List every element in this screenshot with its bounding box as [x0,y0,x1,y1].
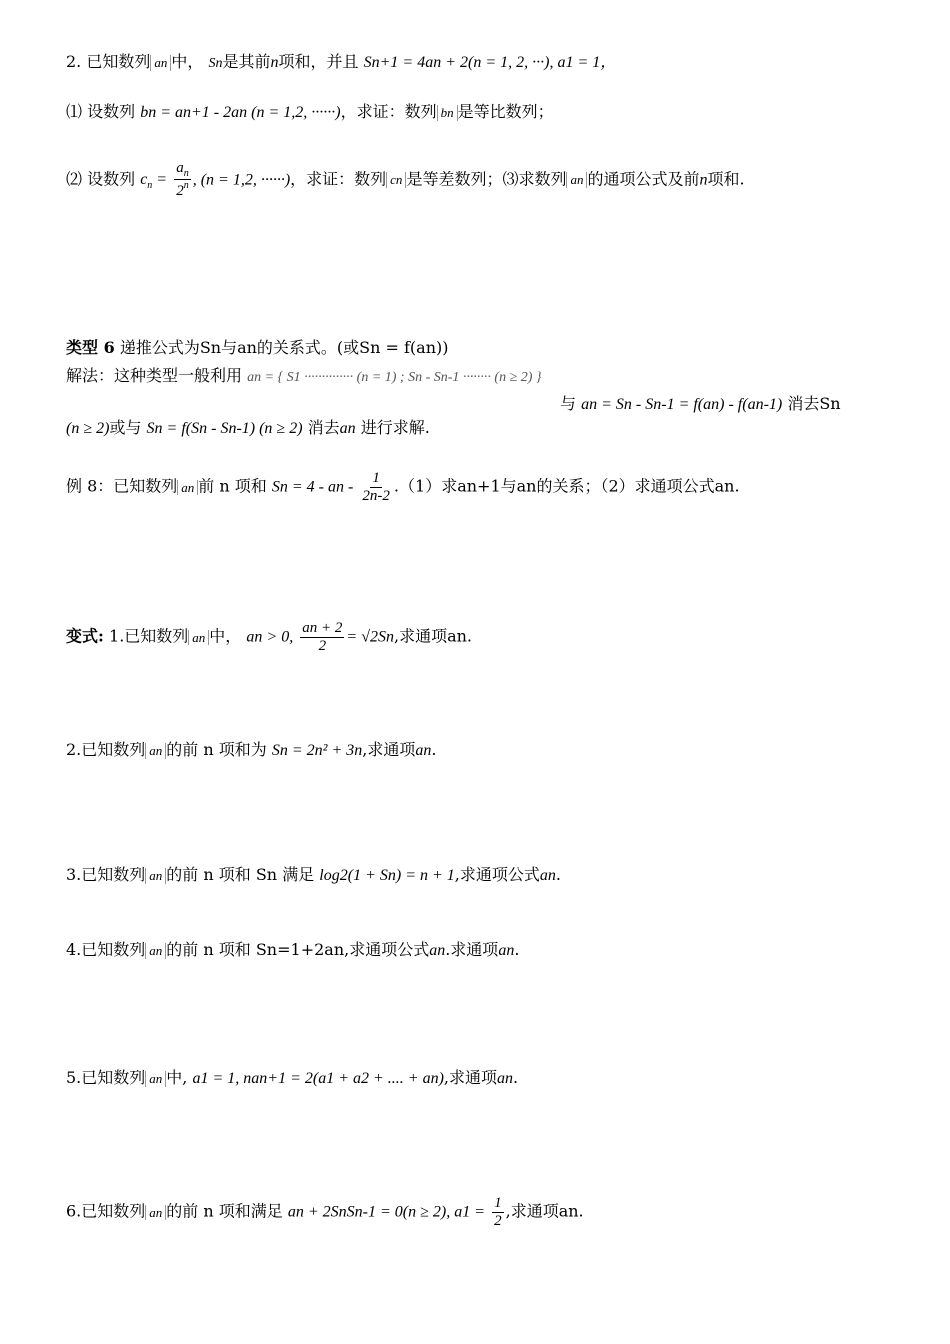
variant-1-tail: ,求通项an. [394,626,473,646]
Sn-symbol: Sn [208,56,223,71]
variant-3-tail: ,求通项公式 [454,865,540,884]
variant-1-rhs: = √2Sn [346,628,394,646]
type-6-title: 类型 6 [66,338,115,357]
variant-3: 3.已知数列 an 的前 n 项和 Sn 满足 log2(1 + Sn) = n + 1,求通项公式an. [66,865,561,884]
part-1-tail: ，求证：数列 [340,102,437,121]
sequence-an: an [150,55,171,71]
cn-definition-tail: , (n = 1,2, ······) [192,171,291,189]
variant-5-mid: 中, [166,1068,188,1087]
variant-5-an: an [145,1071,166,1087]
variant-2-formula: Sn = 2n² + 3n [271,742,363,759]
example-8-an: an [177,480,198,496]
variant-5-tail: ,求通项 [443,1068,497,1087]
cn-fraction: $\frac{a_n}{2^n}$ [176,160,189,199]
variant-5-pre: 5.已知数列 [66,1068,146,1087]
variant-6-pre: 6.已知数列 [66,1201,146,1221]
type-6-method [66,366,542,387]
problem-2-part-1 [66,102,554,122]
Sn-formula: Sn = f(Sn - Sn-1) (n ≥ 2) [146,420,303,437]
variant-1-pre: 1.已知数列 [109,626,189,646]
variant-6-tail: ,求通项an. [505,1201,584,1221]
variant-4-pre: 4.已知数列 [66,940,146,959]
variant-label: 变式: [66,626,104,646]
piecewise-an: an = { S1 ·············· (n = 1) ; Sn - Sn-1 ········ (n ≥ 2) } [247,370,542,385]
variant-5-formula: a1 = 1, nan+1 = 2(a1 + a2 + .... + an) [192,1070,444,1087]
variant-1-an: an [188,630,209,646]
variant-6 [66,1195,584,1229]
variant-3-pre: 3.已知数列 [66,865,146,884]
variant-6-formula: an + 2SnSn-1 = 0(n ≥ 2), a1 = [287,1203,486,1221]
part-3-final: 项和. [707,169,745,189]
part-3-end: 的通项公式及前 [587,169,700,189]
variant-2-an-symbol: an [415,742,432,759]
example-8-label: 例 8： [66,476,114,496]
variant-5: 5.已知数列 an 中, a1 = 1, nan+1 = 2(a1 + a2 + .... + an),求通项an. [66,1068,519,1087]
type-6-method-cont [560,394,841,414]
text-zhong: 中， [171,52,204,71]
variant-4-an: an [145,943,166,959]
problem-intro: 2. 已知数列 [66,52,151,71]
variant-4-an-symbol: an [429,942,446,959]
n-symbol-2: n [699,171,708,189]
variant-1 [66,620,472,654]
n-symbol: n [270,54,279,71]
part-2-label: ⑵ 设数列 [66,169,136,189]
type-6-method-line-2 [66,418,430,438]
variant-2-tail: ,求通项 [362,740,416,759]
bn-definition: bn = an+1 - 2an (n = 1,2, ······) [140,104,341,121]
solve-text: 进行求解. [360,418,430,437]
variant-2-pre: 2.已知数列 [66,740,146,759]
variant-1-mid: 中， [209,626,242,646]
variant-4: 4.已知数列 an 的前 n 项和 Sn=1+2an,求通项公式an.求通项an. [66,940,520,959]
variant-6-an: an [145,1205,166,1221]
eliminate-label: 消去 [307,418,340,437]
condition-n-ge-2: (n ≥ 2) [66,420,110,437]
variant-3-an-symbol: an [539,867,556,884]
example-8 [66,470,740,504]
an-symbol: an [339,420,356,437]
recurrence-formula: Sn+1 = 4an + 2(n = 1, 2, ···), a1 = 1， [363,54,617,71]
text-shi-qi-qian: 是其前 [222,52,271,71]
an-formula: an = Sn - Sn-1 = f(an) - f(an-1) [581,396,783,413]
example-8-fraction: $\frac{1}{2n-2}$ [362,470,390,504]
type-6-heading [66,338,449,357]
variant-1-fraction: $\frac{an + 2}{2}$ [302,620,343,654]
variant-3-mid: 的前 n 项和 Sn 满足 [166,865,315,884]
example-8-text: 已知数列 [113,476,178,496]
variant-3-formula: log2(1 + Sn) = n + 1 [319,867,455,884]
problem-2-statement [66,52,616,73]
text-or-with: 或与 [109,418,142,437]
variant-2: 2.已知数列 an 的前 n 项和为 Sn = 2n² + 3n,求通项an. [66,740,437,759]
part-2-end: 是等差数列；⑶求数列 [406,169,567,189]
method-label: 解法：这种类型一般利用 [66,366,243,385]
problem-2-part-2-3: ⑵ 设数列 $c_n$ = $\frac{a_n}{2^n}$ , (n = 1,2, ······)，求证：数列 cn 是等差数列；⑶求数列 an 的通项公式及前n项和. [66,160,745,199]
variant-6-mid: 的前 n 项和满足 [166,1201,283,1221]
part-1-label: ⑴ 设数列 [66,102,136,121]
part-2-tail: ，求证：数列 [290,169,387,189]
variant-4-an-symbol-2: an [498,942,515,959]
text-with: 与 [560,394,577,413]
variant-2-mid: 的前 n 项和为 [166,740,267,759]
variant-1-formula: an > 0, [246,628,294,646]
type-6-description: 递推公式为Sn与an的关系式。(或Sn = f(an)) [119,338,449,357]
part-1-end: 是等比数列； [457,102,554,121]
example-8-tail: .（1）求an+1与an的关系；（2）求通项公式an. [393,476,740,496]
variant-3-an: an [145,868,166,884]
example-8-formula: Sn = 4 - an - [271,478,354,496]
sequence-an-2: an [566,172,587,188]
variant-6-fraction: $\frac{1}{2}$ [494,1195,502,1229]
sequence-bn: bn [437,105,458,121]
text-xianghe: 项和，并且 [278,52,359,71]
eliminate-Sn: 消去Sn [787,394,841,413]
example-8-mid: 前 n 项和 [198,476,267,496]
variant-2-an: an [145,743,166,759]
variant-4-mid: 的前 n 项和 Sn=1+2an,求通项公式 [166,940,430,959]
variant-5-an-symbol: an [497,1070,513,1087]
variant-4-tail: .求通项 [445,940,499,959]
sequence-cn: cn [386,172,406,188]
